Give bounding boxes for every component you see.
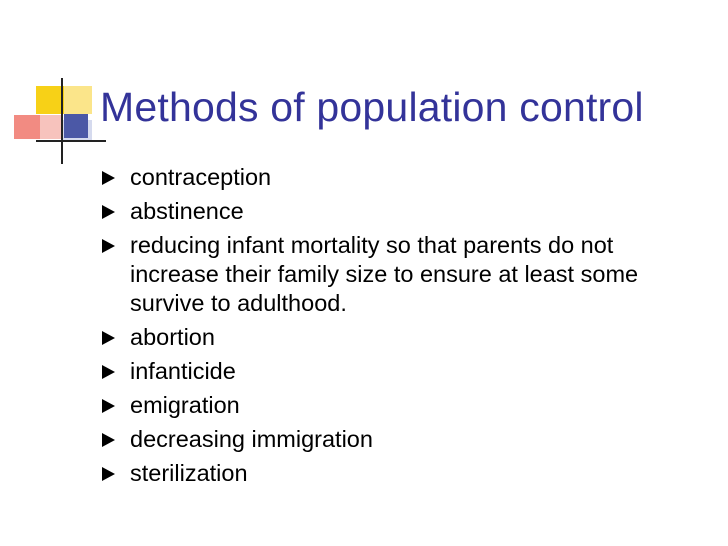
triangle-bullet-icon [102,171,115,185]
triangle-bullet-icon [102,365,115,379]
logo-square-blue [64,114,88,138]
logo-vertical-line [61,78,63,164]
decorative-squares-logo [0,0,110,170]
bullet-item [100,163,700,192]
triangle-bullet-icon [102,205,115,219]
bullet-item [100,391,700,420]
bullet-text: abstinence [130,198,244,224]
bullet-text: abortion [130,324,215,350]
logo-square-yellow [36,86,64,114]
bullet-item [100,197,700,226]
bullet-text: infanticide [130,358,236,384]
logo-horizontal-line [36,140,106,142]
bullet-item [100,231,700,318]
bullet-text: reducing infant mortality so that parents do not increase their family size to ensure at least some survive to adulthood. [130,232,639,316]
triangle-bullet-icon [102,467,115,481]
triangle-bullet-icon [102,239,115,253]
bullet-text: emigration [130,392,240,418]
bullet-item [100,425,700,454]
bullet-list [100,163,700,493]
logo-square-light-yellow [64,86,92,114]
triangle-bullet-icon [102,331,115,345]
bullet-text: contraception [130,164,272,190]
logo-square-light-pink [40,115,62,139]
bullet-item [100,323,700,352]
bullet-text: decreasing immigration [130,426,373,452]
triangle-bullet-icon [102,433,115,447]
bullet-text: sterilization [130,460,248,486]
triangle-bullet-icon [102,399,115,413]
slide-title: Methods of population control [100,84,644,130]
logo-square-pink [14,115,40,139]
bullet-item [100,459,700,488]
bullet-item [100,357,700,386]
